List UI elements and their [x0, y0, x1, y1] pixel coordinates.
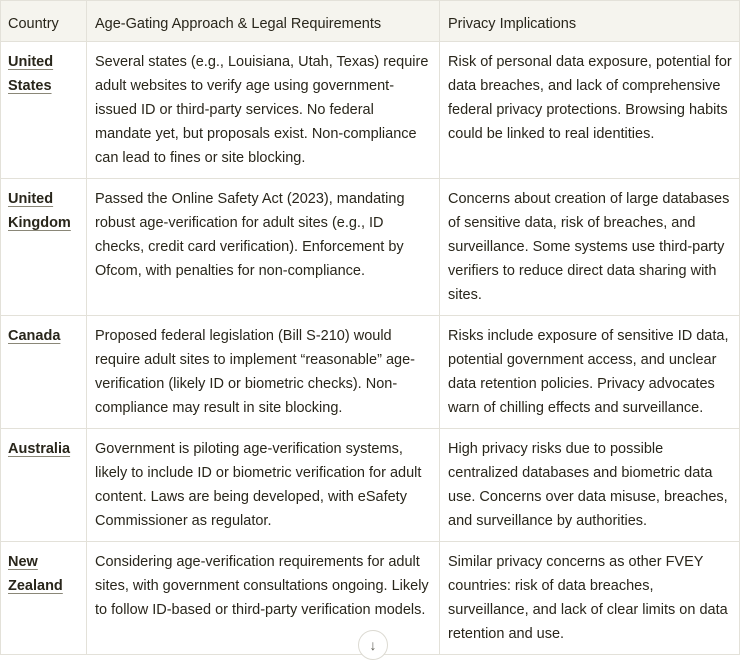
country-link[interactable]: Australia: [8, 441, 71, 457]
table-row: [1, 179, 740, 316]
header-approach: Age-Gating Approach & Legal Requirements: [87, 1, 440, 42]
country-cell[interactable]: [1, 179, 87, 316]
table-row: [1, 316, 740, 429]
privacy-cell: Risks include exposure of sensitive ID data, potential government access, and unclear data retention policies. Privacy advocates warn of chilling effects and surveillance.: [440, 316, 740, 429]
header-privacy: Privacy Implications: [440, 1, 740, 42]
country-cell[interactable]: [1, 42, 87, 179]
privacy-cell: Concerns about creation of large databases of sensitive data, risk of breaches, and surveillance. Some systems use third-party verifiers to reduce direct data sharing with sites.: [440, 179, 740, 316]
header-country: Country: [1, 1, 87, 42]
table-row: [1, 42, 740, 179]
approach-cell: Proposed federal legislation (Bill S-210) would require adult sites to implement “reasonable” age-verification (likely ID or biometric checks). Non-compliance may result in site blocking.: [87, 316, 440, 429]
country-link[interactable]: United Kingdom: [8, 191, 71, 231]
country-link[interactable]: United States: [8, 54, 54, 94]
country-cell[interactable]: [1, 542, 87, 655]
country-cell[interactable]: [1, 316, 87, 429]
approach-cell: Several states (e.g., Louisiana, Utah, Texas) require adult websites to verify age using government-issued ID or third-party services. No federal mandate yet, but proposals exist. Non-compliance can lead to fines or site blocking.: [87, 42, 440, 179]
country-link[interactable]: New Zealand: [8, 554, 63, 594]
table-header-row: [1, 1, 740, 42]
country-cell[interactable]: [1, 429, 87, 542]
approach-cell: Passed the Online Safety Act (2023), mandating robust age-verification for adult sites (e.g., ID checks, credit card verification). Enforcement by Ofcom, with penalties for non-compliance.: [87, 179, 440, 316]
arrow-down-icon: ↓: [369, 637, 377, 653]
privacy-cell: High privacy risks due to possible centralized databases and biometric data use. Concerns over data misuse, breaches, and surveillance by authorities.: [440, 429, 740, 542]
approach-cell: Considering age-verification requirements for adult sites, with government consultations ongoing. Likely to follow ID-based or third-party verification models.: [87, 542, 440, 655]
scroll-down-button[interactable]: [358, 630, 388, 660]
table-row: [1, 429, 740, 542]
country-link[interactable]: Canada: [8, 328, 61, 344]
approach-cell: Government is piloting age-verification systems, likely to include ID or biometric verification for adult content. Laws are being developed, with eSafety Commissioner as regulator.: [87, 429, 440, 542]
privacy-cell: Risk of personal data exposure, potential for data breaches, and lack of comprehensive federal privacy protections. Browsing habits could be linked to real identities.: [440, 42, 740, 179]
privacy-cell: Similar privacy concerns as other FVEY countries: risk of data breaches, surveillance, and lack of clear limits on data retention and use.: [440, 542, 740, 655]
